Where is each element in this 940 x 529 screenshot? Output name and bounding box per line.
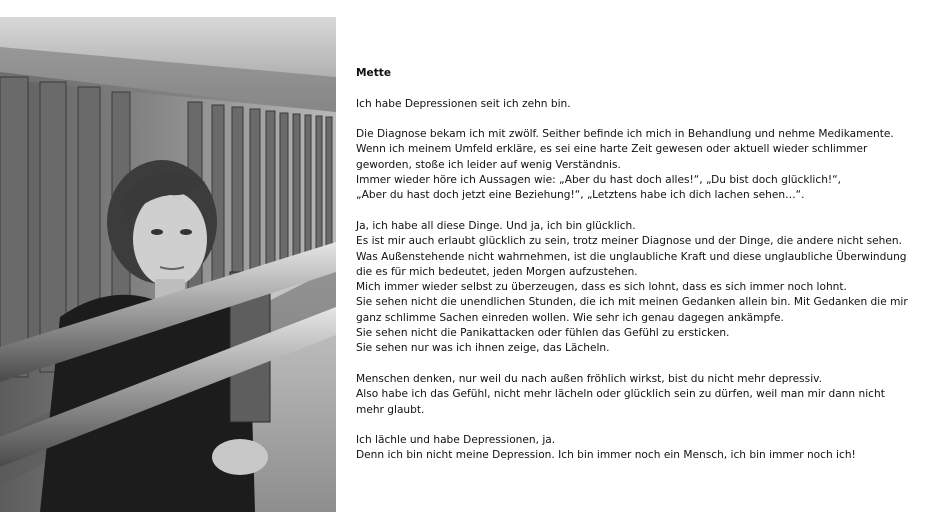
portrait-photo <box>0 17 336 512</box>
paragraph <box>356 127 926 203</box>
text-line: Ja, ich habe all diese Dinge. Und ja, ich bin glücklich. <box>356 219 636 232</box>
text-line: Sie sehen nur was ich ihnen zeige, das Lächeln. <box>356 342 610 355</box>
text-line: ganz schlimme Sachen einreden wollen. Wie sehr ich genau dagegen ankämpfe. <box>356 311 784 324</box>
text-line: Ich lächle und habe Depressionen, ja. <box>356 434 556 447</box>
author-name: Mette <box>356 67 392 79</box>
article-text <box>356 66 926 479</box>
text-line: Mich immer wieder selbst zu überzeugen, dass es sich lohnt, dass es sich immer noch lohnt. <box>356 281 847 294</box>
text-line: Ich habe Depressionen seit ich zehn bin. <box>356 97 571 110</box>
text-line: Denn ich bin nicht meine Depression. Ich bin immer noch ein Mensch, ich bin immer noch ich! <box>356 449 856 462</box>
text-line: die es für mich bedeutet, jeden Morgen aufzustehen. <box>356 265 638 278</box>
text-line: Wenn ich meinem Umfeld erkläre, es sei eine harte Zeit gewesen oder aktuell wieder schlimmer <box>356 143 868 156</box>
text-line: Es ist mir auch erlaubt glücklich zu sein, trotz meiner Diagnose und der Dinge, die andere nicht sehen. <box>356 235 902 248</box>
text-line: geworden, stoße ich leider auf wenig Verständnis. <box>356 158 621 171</box>
paragraph <box>356 97 926 112</box>
text-line: Also habe ich das Gefühl, nicht mehr lächeln oder glücklich sein zu dürfen, weil man mir dann nicht <box>356 388 885 401</box>
text-line: „Aber du hast doch jetzt eine Beziehung!“, „Letztens habe ich dich lachen sehen…“. <box>356 189 805 202</box>
text-line: Was Außenstehende nicht wahrnehmen, ist die unglaubliche Kraft und diese unglaubliche Überwindung <box>356 250 907 263</box>
text-line: Menschen denken, nur weil du nach außen fröhlich wirkst, bist du nicht mehr depressiv. <box>356 372 822 385</box>
text-line: Sie sehen nicht die unendlichen Stunden, die ich mit meinen Gedanken allein bin. Mit Gedanken die mir <box>356 296 908 309</box>
text-line: Sie sehen nicht die Panikattacken oder fühlen das Gefühl zu ersticken. <box>356 327 730 340</box>
paragraph <box>356 372 926 418</box>
paragraph <box>356 433 926 464</box>
text-line: Die Diagnose bekam ich mit zwölf. Seither befinde ich mich in Behandlung und nehme Medikamente. <box>356 128 894 141</box>
paragraph <box>356 219 926 357</box>
text-line: mehr glaubt. <box>356 403 425 416</box>
text-line: Immer wieder höre ich Aussagen wie: „Aber du hast doch alles!“, „Du bist doch glücklich!“, <box>356 174 842 187</box>
